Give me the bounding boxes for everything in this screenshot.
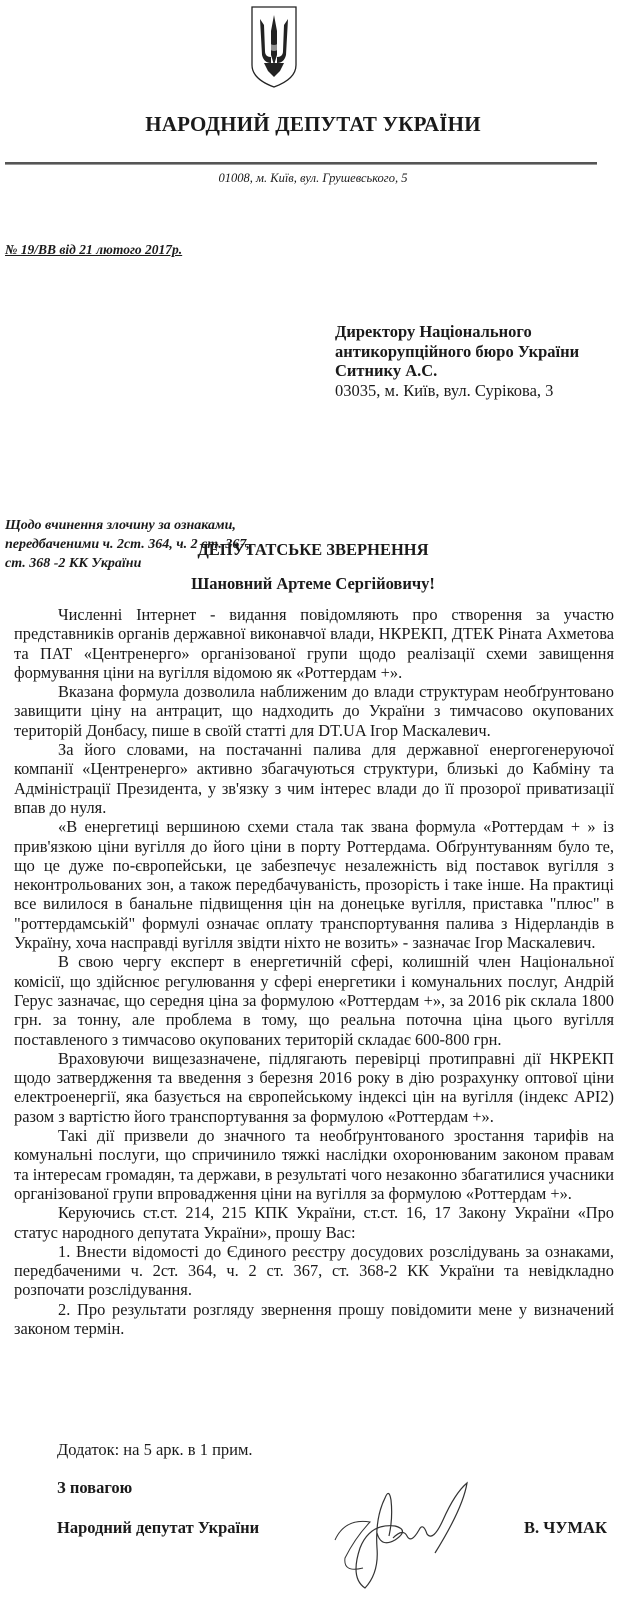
- coat-of-arms-icon: [250, 5, 298, 89]
- letterhead-address: 01008, м. Київ, вул. Грушевського, 5: [218, 171, 408, 185]
- letterhead-divider: [5, 162, 597, 165]
- recipient-address: 03035, м. Київ, вул. Сурікова, 3: [335, 380, 554, 400]
- body-paragraph: Вказана формула дозволила наближеним до влади структурам необґрунтовано завищити ціну на антрацит, що надходить до України з тимчасово окупованих територій Донбасу, пише в своїй статті для DT.UA Ігор Маскалевич.: [14, 682, 614, 740]
- document-reference: № 19/ВВ від 21 лютого 2017р.: [5, 242, 183, 257]
- recipient-name: Ситнику А.С.: [335, 361, 438, 380]
- signer-role: Народний депутат України: [57, 1518, 260, 1537]
- greeting: Шановний Артеме Сергійовичу!: [191, 574, 435, 593]
- request-item: 2. Про результати розгляду звернення прошу повідомити мене у визначений законом термін.: [14, 1299, 614, 1338]
- letter-body: [14, 605, 614, 1338]
- recipient-line: антикорупційного бюро України: [335, 341, 580, 361]
- body-paragraph: В свою чергу експерт в енергетичній сфері, колишній член Національної комісії, що здійснює регулювання у сфері енергетики і комунальних послуг, Андрій Герус зазначає, що середня ціна за формулою «Роттердам +», за 2016 рік склала 1800 грн. за тонну, але проблема в тому, що реальна поточна ціна цього вугілля поставленого з тимчасово окупованих територій складає 600-800 грн.: [14, 952, 614, 1049]
- document-heading: ДЕПУТАТСЬКЕ ЗВЕРНЕННЯ: [197, 540, 429, 559]
- letterhead-title: НАРОДНИЙ ДЕПУТАТ УКРАЇНИ: [145, 112, 481, 136]
- subject-line: Щодо вчинення злочину за ознаками,: [5, 518, 236, 533]
- closing-regards: З повагою: [57, 1478, 133, 1497]
- request-item: 1. Внести відомості до Єдиного реєстру досудових розслідувань за ознаками, передбаченими ч. 2ст. 364, ч. 2 ст. 367, ст. 368-2 КК України та невідкладно розпочати розслідування.: [14, 1241, 614, 1300]
- body-paragraph: Враховуючи вищезазначене, підлягають перевірці протиправні дії НКРЕКП щодо затвердження та введення з березня 2016 року в дію розрахунку оптової ціни електроенергії, яка базується на європейському індексі цін на вугілля (індекс API2) разом з вартістю його транспортування за формулою «Роттердам +».: [14, 1048, 614, 1126]
- subject-line: ст. 368 -2 КК України: [5, 556, 142, 571]
- signature-icon: [315, 1478, 485, 1593]
- recipient-block: [335, 322, 579, 400]
- body-paragraph: За його словами, на постачанні палива для державної енергогенеруючої компанії «Центренерго» активно збагачуються структури, близькі до Кабміну та Адміністрації Президента, у зв'язку з чим інтерес влади до її прозорої приватизації впав до нуля.: [14, 740, 614, 817]
- subject-line: передбаченими ч. 2ст. 364, ч. 2 ст. 367,: [5, 537, 250, 552]
- signer-name: В. ЧУМАК: [524, 1518, 607, 1537]
- body-paragraph: Такі дії призвели до значного та необґрунтованого зростання тарифів на комунальні послуги, що спричинило тяжкі наслідки охоронюваним законом правам та інтересам громадян, та держави, в результаті чого незаконно збагатилися учасники організованої групи впровадження ціни на вугілля за формулою «Роттердам +».: [14, 1126, 614, 1203]
- annex-note: Додаток: на 5 арк. в 1 прим.: [57, 1440, 253, 1459]
- recipient-line: Директору Національного: [335, 322, 532, 341]
- body-paragraph: Численні Інтернет - видання повідомляють про створення за участю представників органів державної виконавчої влади, НКРЕКП, ДТЕК Ріната Ахметова та ПАТ «Центренерго» організованої групи щодо реалізації схеми завищення формування ціни на вугілля відомою як «Роттердам +».: [14, 605, 614, 682]
- body-paragraph: «В енергетиці вершиною схеми стала так звана формула «Роттердам + » із прив'язкою ціни вугілля до його ціни в порту Роттердама. Обґрунтуванням було те, що це дуже по-європейськи, це забезпечує незалежність від поставок вугілля з неконтрольованих зон, а також передбачуваність, прозорість і таке інше. На практиці все вилилося в банальне підвищення цін на донецьке вугілля, приставка "плюс" в "роттердамській" формулі означає оплату транспортування палива з Нідерландів в Україну, хоча насправді вугілля звідти ніхто не возить» - зазначає Ігор Маскалевич.: [14, 817, 614, 953]
- body-paragraph: Керуючись ст.ст. 214, 215 КПК України, ст.ст. 16, 17 Закону України «Про статус народного депутата України», прошу Вас:: [14, 1203, 614, 1242]
